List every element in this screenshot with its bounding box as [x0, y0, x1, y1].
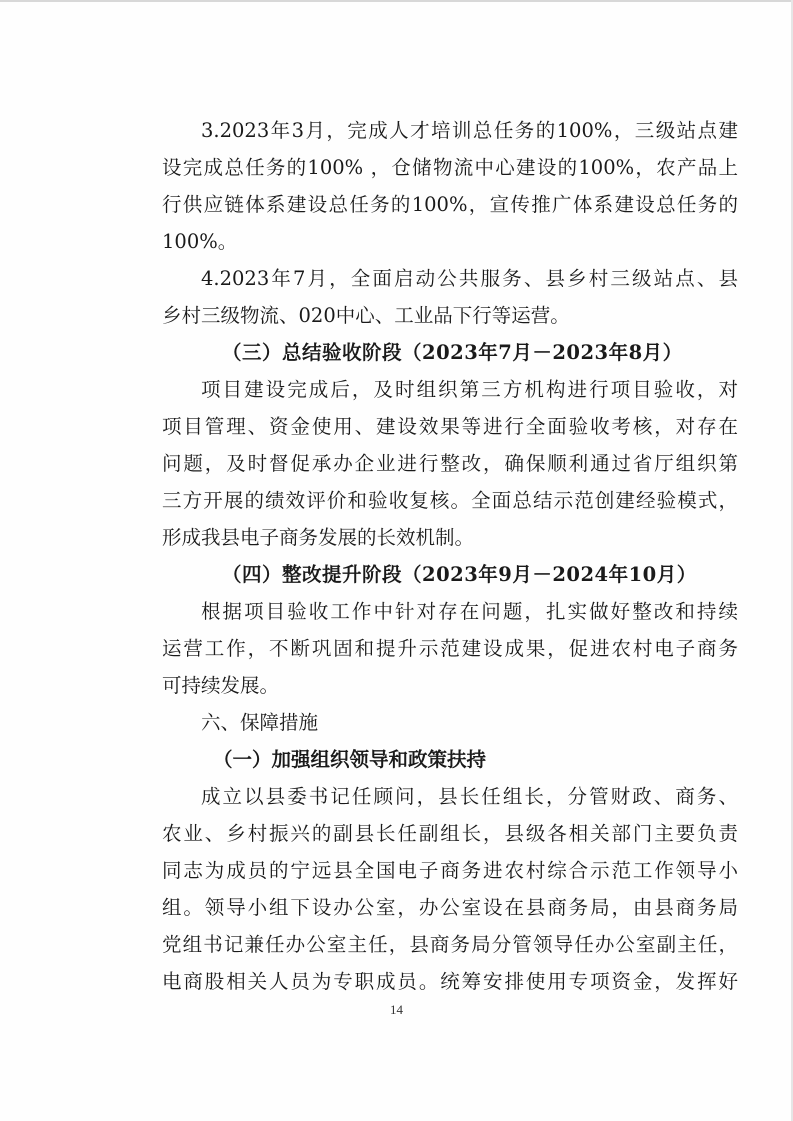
document-body: [162, 112, 742, 1000]
subsection-heading: （一）加强组织领导和政策扶持: [213, 748, 487, 771]
paragraph-line: 组。领导小组下设办公室，办公室设在县商务局，由县商务局: [162, 896, 738, 919]
paragraph-line: 形成我县电子商务发展的长效机制。: [162, 526, 475, 549]
paragraph-line: 电商股相关人员为专职成员。统筹安排使用专项资金，发挥好: [162, 970, 738, 993]
paragraph-line: 根据项目验收工作中针对存在问题，扎实做好整改和持续: [201, 600, 738, 623]
paragraph-line: 运营工作，不断巩固和提升示范建设成果，促进农村电子商务: [162, 637, 738, 660]
paragraph-line: 乡村三级物流、020中心、工业品下行等运营。: [162, 304, 570, 327]
paragraph-line: 三方开展的绩效评价和验收复核。全面总结示范创建经验模式，: [162, 489, 738, 512]
paragraph-line: 100%。: [162, 230, 238, 253]
paragraph-line: 设完成总任务的100% ，仓储物流中心建设的100%，农产品上: [162, 156, 738, 179]
chapter-heading: 六、保障措施: [201, 711, 319, 734]
scan-edge-top: [0, 0, 793, 2]
section-heading: （三）总结验收阶段（2023年7月－2023年8月）: [222, 341, 683, 364]
paragraph-line: 农业、乡村振兴的副县长任副组长，县级各相关部门主要负责: [162, 822, 738, 845]
paragraph-line: 党组书记兼任办公室主任，县商务局分管领导任办公室副主任，: [162, 933, 738, 956]
paragraph-line: 3.2023年3月，完成人才培训总任务的100%，三级站点建: [201, 119, 738, 142]
paragraph-line: 成立以县委书记任顾问，县长任组长，分管财政、商务、: [201, 785, 738, 808]
paragraph-line: 问题，及时督促承办企业进行整改，确保顺利通过省厅组织第: [162, 452, 738, 475]
paragraph-line: 可持续发展。: [162, 674, 280, 697]
paragraph-line: 项目建设完成后，及时组织第三方机构进行项目验收，对: [201, 378, 738, 401]
paragraph-line: 行供应链体系建设总任务的100%，宣传推广体系建设总任务的: [162, 193, 738, 216]
section-heading: （四）整改提升阶段（2023年9月－2024年10月）: [222, 563, 697, 586]
paragraph-line: 4.2023年7月，全面启动公共服务、县乡村三级站点、县: [201, 267, 738, 290]
paragraph-line: 项目管理、资金使用、建设效果等进行全面验收考核，对存在: [162, 415, 738, 438]
paragraph-line: 同志为成员的宁远县全国电子商务进农村综合示范工作领导小: [162, 859, 738, 882]
page-number: 14: [390, 1002, 403, 1017]
